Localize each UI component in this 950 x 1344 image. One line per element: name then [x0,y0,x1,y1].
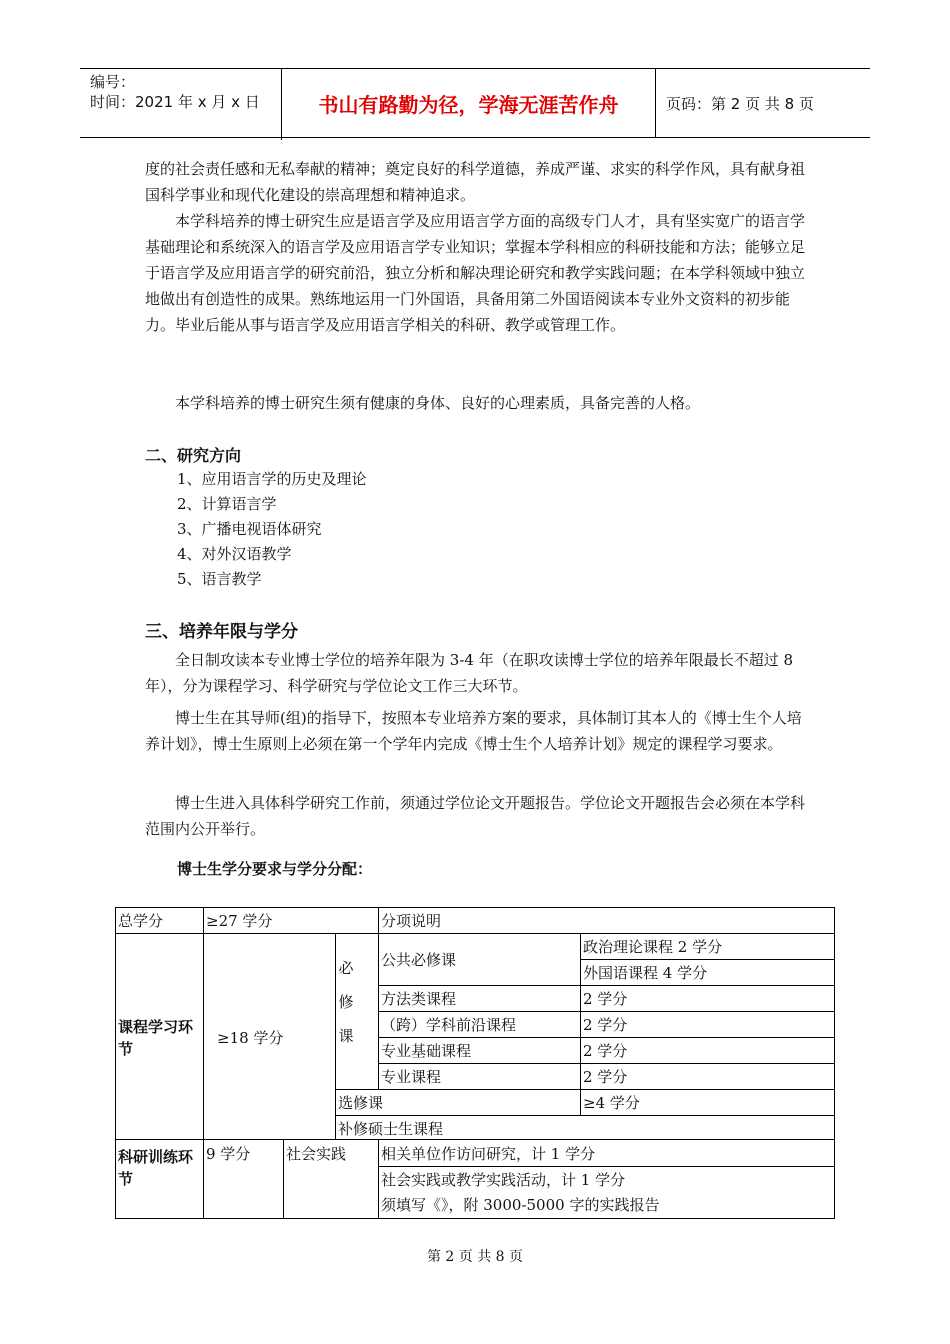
makeup-course: 补修硕士生课程 [338,1120,444,1138]
course-stage-credits: ≥18 学分 [217,1029,284,1047]
page-footer: 第 2 页 共 8 页 [426,1249,524,1265]
teaching-practice-item: 社会实践或教学实践活动，计 1 学分 [381,1171,626,1189]
basic-course: 专业基础课程 [381,1042,472,1060]
direction-item: 4、对外汉语教学 [177,545,292,563]
foreign-language-course: 外国语课程 4 学分 [583,964,708,982]
header-motto: 书山有路勤为径，学海无涯苦作舟 [282,69,656,137]
social-practice-label: 社会实践 [286,1145,347,1163]
paragraph-3: 本学科培养的博士研究生须有健康的身体、良好的心理素质，具备完善的人格。 [175,394,701,412]
visit-research-item: 相关单位作访问研究，计 1 学分 [381,1145,596,1163]
methods-course: 方法类课程 [381,990,457,1008]
credits-table [115,907,835,1219]
major-course: 专业课程 [381,1068,442,1086]
basic-credit: 2 学分 [583,1042,628,1060]
description-header: 分项说明 [381,912,442,930]
politics-course: 政治理论课程 2 学分 [583,938,723,956]
direction-item: 5、语言教学 [177,570,262,588]
header-meta [80,69,282,140]
paragraph-1: 度的社会责任感和无私奉献的精神；奠定良好的科学道德，养成严谨、求实的科学作风，具有献身祖国科学事业和现代化建设的崇高理想和精神追求。 [145,160,806,204]
research-stage-credits: 9 学分 [206,1145,251,1163]
major-credit: 2 学分 [583,1068,628,1086]
page-header [80,68,870,138]
doc-time: 时间：2021 年 x 月 x 日 [90,93,260,111]
doc-code: 编号： [90,73,136,91]
section-2-title: 二、研究方向 [145,446,242,465]
credits-heading: 博士生学分要求与学分分配： [177,860,373,878]
course-stage-label: 课程学习环节 [118,1018,194,1058]
header-page-number: 页码：第 2 页 共 8 页 [666,94,814,113]
direction-item: 3、广播电视语体研究 [177,520,322,538]
total-credits-label: 总学分 [118,912,164,930]
research-stage-label: 科研训练环节 [118,1148,194,1188]
frontier-credit: 2 学分 [583,1016,628,1034]
paragraph-4: 全日制攻读本专业博士学位的培养年限为 3-4 年（在职攻读博士学位的培养年限最长不超过 8 年），分为课程学习、科学研究与学位论文工作三大环节。 [145,651,794,695]
direction-item: 2、计算语言学 [177,495,277,513]
elective-course: 选修课 [338,1094,384,1112]
methods-credit: 2 学分 [583,990,628,1008]
public-required-course: 公共必修课 [381,951,457,969]
total-credits-value: ≥27 学分 [206,912,273,930]
direction-item: 1、应用语言学的历史及理论 [177,470,367,488]
practice-report-item: 须填写《》，附 3000-5000 字的实践报告 [381,1196,660,1214]
required-course-label: 必修课 [338,959,354,1045]
elective-credit: ≥4 学分 [583,1094,640,1112]
paragraph-5: 博士生在其导师(组)的指导下，按照本专业培养方案的要求，具体制订其本人的《博士生个人培养计划》，博士生原则上必须在第一个学年内完成《博士生个人培养计划》规定的课程学习要求。 [145,709,802,753]
section-3-title: 三、培养年限与学分 [145,622,298,642]
paragraph-6: 博士生进入具体科学研究工作前，须通过学位论文开题报告。学位论文开题报告会必须在本学科范围内公开举行。 [145,794,806,838]
paragraph-2: 本学科培养的博士研究生应是语言学及应用语言学方面的高级专门人才，具有坚实宽广的语言学基础理论和系统深入的语言学及应用语言学专业知识；掌握本学科相应的科研技能和方法；能够立足于语言学及应用语言学的研究前沿，独立分析和解决理论研究和教学实践问题；在本学科领域中独立地做出有创造性的成果。熟练地运用一门外国语，具备用第二外国语阅读本专业外文资料的初步能力。毕业后能从事与语言学及应用语言学相关的科研、教学或管理工作。 [145,212,806,334]
frontier-course: （跨）学科前沿课程 [381,1016,517,1034]
